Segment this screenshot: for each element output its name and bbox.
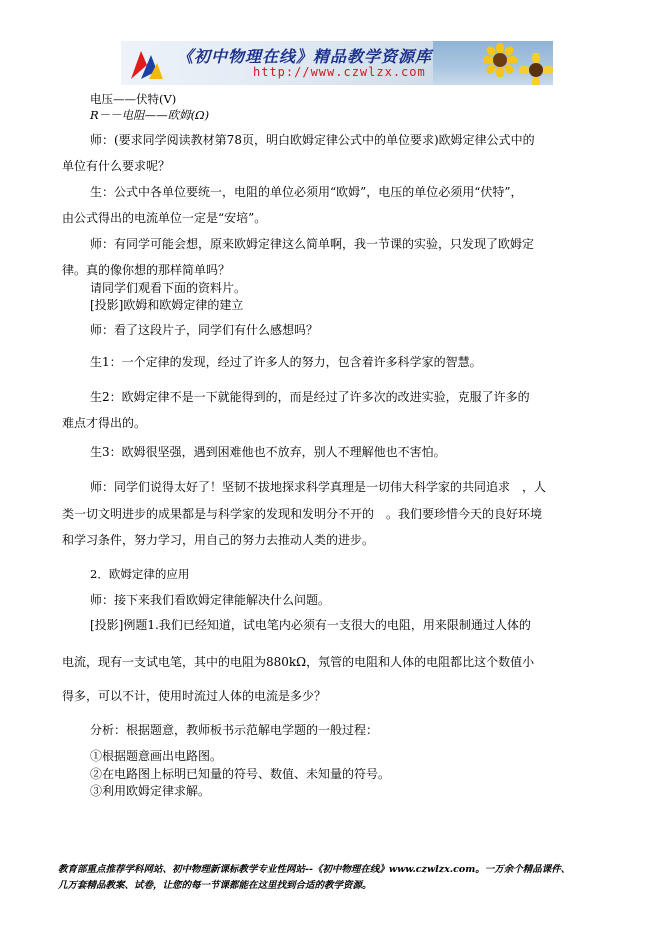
text-line: 得多，可以不计，使用时流过人体的电流是多少？ bbox=[62, 689, 327, 703]
header-banner bbox=[121, 41, 553, 85]
text-line: [投影]欧姆和欧姆定律的建立 bbox=[90, 298, 244, 312]
text-line: 和学习条件，努力学习，用自己的努力去推动人类的进步。 bbox=[62, 533, 375, 547]
text-line: R－－电阻——欧姆(Ω) bbox=[90, 108, 210, 122]
text-line: 难点才得出的。 bbox=[62, 416, 147, 430]
text-line: ①根据题意画出电路图。 bbox=[90, 749, 223, 763]
text-line: ③利用欧姆定律求解。 bbox=[90, 784, 211, 798]
text-line: 律。真的像你想的那样简单吗？ bbox=[62, 263, 231, 277]
text-line: 师：有同学可能会想，原来欧姆定律这么简单啊，我一节课的实验，只发现了欧姆定 bbox=[90, 237, 535, 251]
text-line: 师：接下来我们看欧姆定律能解决什么问题。 bbox=[90, 593, 331, 607]
text-line: 生1：一个定律的发现，经过了许多人的努力，包含着许多科学家的智慧。 bbox=[90, 355, 482, 369]
text-line: 由公式得出的电流单位一定是“安培”。 bbox=[62, 211, 267, 225]
text-line: [投影]例题1.我们已经知道，试电笔内必须有一支很大的电阻，用来限制通过人体的 bbox=[90, 618, 531, 632]
text-line: 师：(要求同学阅读教材第78页，明白欧姆定律公式中的单位要求)欧姆定律公式中的 bbox=[90, 133, 535, 147]
sunflower-icon bbox=[519, 53, 553, 85]
text-line: 生2：欧姆定律不是一下就能得到的，而是经过了许多次的改进实验，克服了许多的 bbox=[90, 390, 530, 404]
text-line: 类一切文明进步的成果都是与科学家的发现和发明分不开的 。我们要珍惜今天的良好环境 bbox=[62, 507, 543, 521]
banner-url: http://www.czwlzx.com bbox=[253, 65, 426, 79]
text-line: 电流，现有一支试电笔，其中的电阻为880kΩ，氖管的电阻和人体的电阻都比这个数值小 bbox=[62, 655, 535, 669]
text-line: 师：看了这段片子，同学们有什么感想吗？ bbox=[90, 323, 319, 337]
text-line: 生：公式中各单位要统一，电阻的单位必须用“欧姆”，电压的单位必须用“伏特”， bbox=[90, 185, 523, 199]
text-line: 请同学们观看下面的资料片。 bbox=[90, 281, 247, 295]
text-line: 分析：根据题意，教师板书示范解电学题的一般过程： bbox=[90, 723, 379, 737]
section-heading: 2．欧姆定律的应用 bbox=[90, 567, 190, 581]
text-line: 单位有什么要求呢？ bbox=[62, 159, 171, 173]
text-line: 生3：欧姆很坚强，遇到困难他也不放弃，别人不理解他也不害怕。 bbox=[90, 445, 446, 459]
site-logo-icon bbox=[127, 45, 167, 83]
text-line: 电压——伏特(V) bbox=[90, 92, 177, 106]
text-line: 师：同学们说得太好了！坚韧不拔地探求科学真理是一切伟大科学家的共同追求 ，人 bbox=[90, 480, 547, 494]
sunflower-icon bbox=[483, 43, 517, 77]
footer-line: 几万套精品教案、试卷，让您的每一节课都能在这里找到合适的教学资源。 bbox=[58, 880, 372, 891]
text-line: ②在电路图上标明已知量的符号、数值、未知量的符号。 bbox=[90, 767, 391, 781]
footer-line: 教育部重点推荐学科网站、初中物理新课标教学专业性网站--《初中物理在线》www.czwlzx.com。一万余个精品课件、 bbox=[58, 864, 571, 875]
banner-title: 《初中物理在线》精品教学资源库 bbox=[177, 47, 433, 66]
